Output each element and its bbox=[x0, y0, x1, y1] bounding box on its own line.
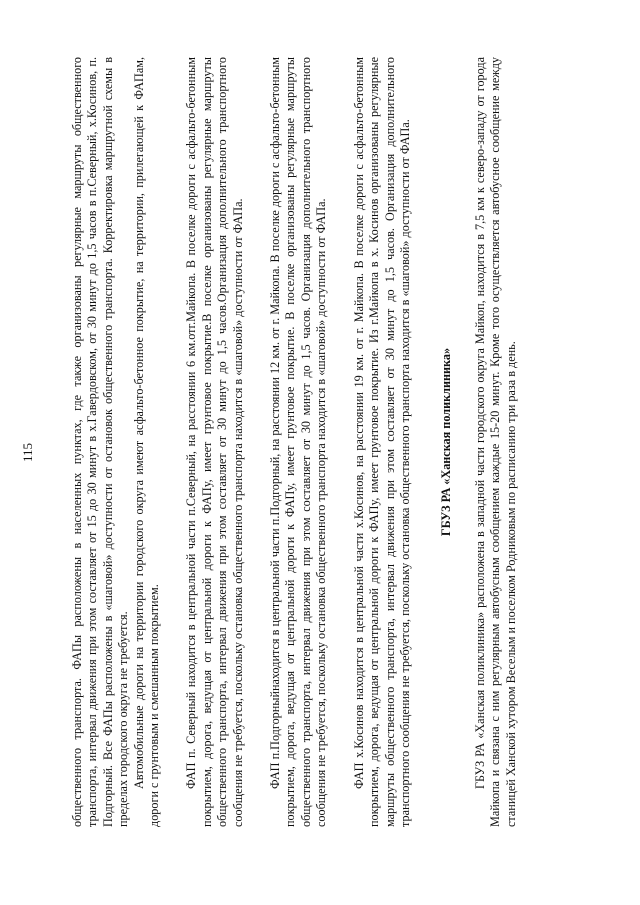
section-heading: ГБУЗ РА «Ханская поликлиника» bbox=[439, 347, 454, 537]
paragraph-1: общественного транспорта. ФАПы расположены в населенных пунктах, где также организованы регулярные маршруты общественного транспорта, интервал движения при этом составляет от 15 до 30 минут в х.Гавердовском, от 30 минут до 1,5 часов в п.Северный, х.Косинов, п. Подгорный. Все ФАПы расположены в «шаговой» доступности от остановок общественного транспорта. Корректировка маршрутной схемы в пределах городского округа не требуется. bbox=[70, 57, 131, 827]
paragraph-kosinov: ФАП х.Косинов находится в центральной части х.Косинов, на расстоянии 19 км. от г. Майкопа. В поселке дороги с асфальто-бетонным покрытием, дорога, ведущая от центральной дороги к ФАПу, имеет грунтовое покрытие. Из г.Майкопа в х. Косинов организованы регулярные маршруты общественного транспорта, интервал движения при этом составляет от 30 минут до 1,5 часов. Организация дополнительного транспортного сообщения не требуется, поскольку остановка общественного транспорта находится в «шаговой» доступности от ФАПа. bbox=[351, 57, 412, 827]
document-body bbox=[70, 57, 519, 827]
page-number: 115 bbox=[20, 442, 35, 463]
paragraph-2: Автомобильные дороги на территории городского округа имеют асфальто-бетонное покрытие, на территории, прилегающей к ФАПам, дороги с грунтовым и смешанным покрытием. bbox=[131, 57, 162, 827]
paragraph-severny: ФАП п. Северный находится в центральной части п.Северный, на расстоянии 6 км.отг.Майкопа. В поселке дороги с асфальто-бетонным покрытием, дорога, ведущая от центральной дороги к ФАПу, имеет грунтовое покрытие.В поселке организованы регулярные маршруты общественного транспорта, интервал движения при этом составляет от 30 минут до 1,5 часов.Организация дополнительного транспортного сообщения не требуется, поскольку остановка общественного транспорта находится в «шаговой» доступности от ФАПа. bbox=[184, 57, 245, 827]
paragraph-khanskaya: ГБУЗ РА «Ханская поликлиника» расположена в западной части городского округа Майкоп, находится в 7,5 км к северо-западу от города Майкопа и связана с ним регулярным автобусным сообщением каждые 15-20 минут. Кроме того осуществляется автобусное сообщение между станицей Ханской хутором Веселым и поселком Родниковым по расписанию три раза в день. bbox=[472, 57, 518, 827]
paragraph-podgorny: ФАП п.Подгорныйнаходится в центральной части п.Подгорный, на расстоянии 12 км. от г. Майкопа. В поселке дороги с асфальто-бетонным покрытием, дорога, ведущая от центральной дороги к ФАПу, имеет грунтовое покрытие. В поселке организованы регулярные маршруты общественного транспорта, интервал движения при этом составляет от 30 минут до 1,5 часов. Организация дополнительного транспортного сообщения не требуется, поскольку остановка общественного транспорта находится в «шаговой» доступности от ФАПа. bbox=[268, 57, 329, 827]
